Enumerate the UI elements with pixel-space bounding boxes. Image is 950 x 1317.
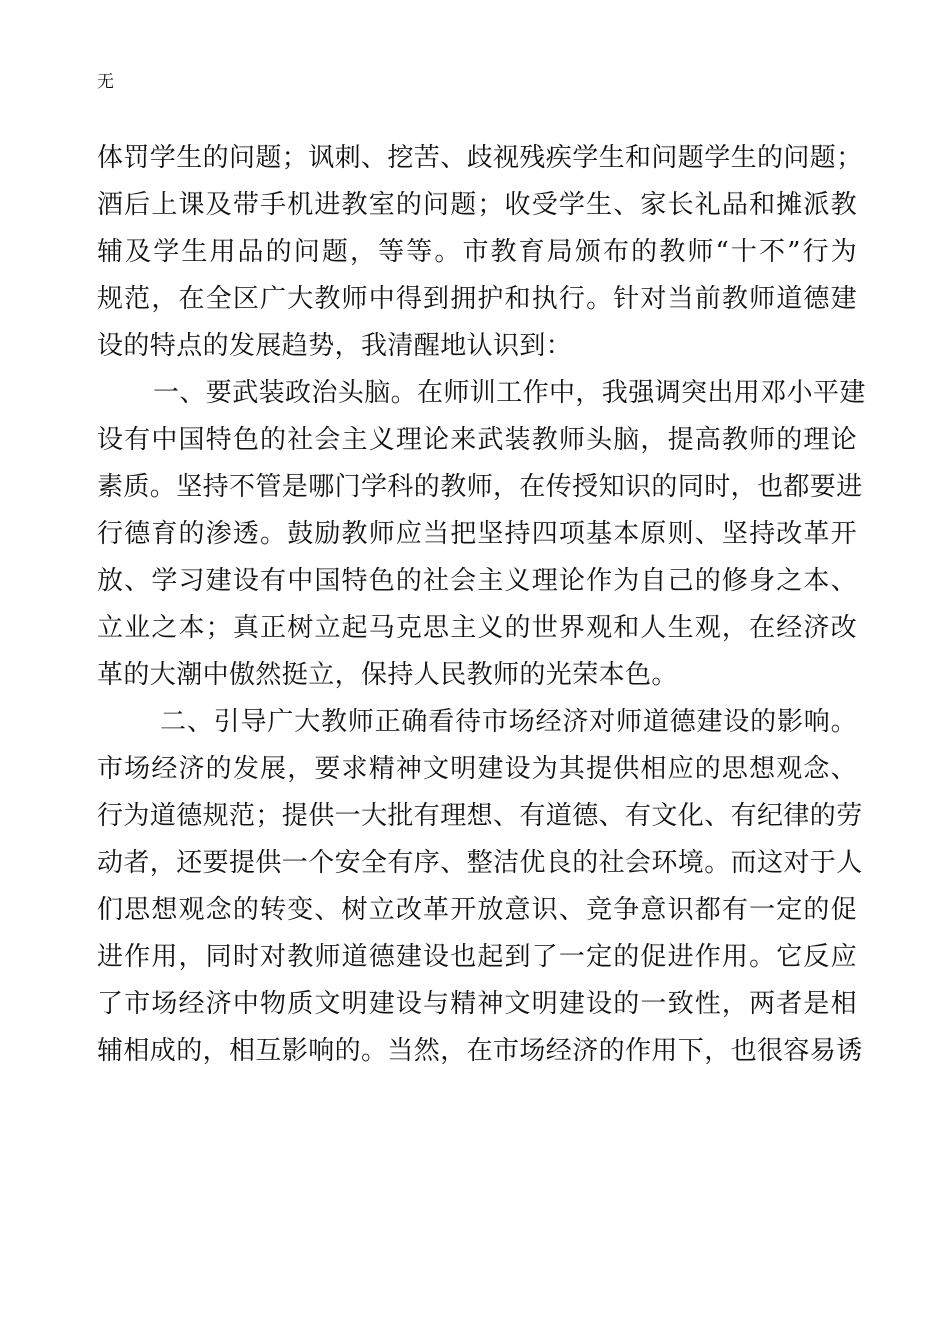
text-line: 设有中国特色的社会主义理论来武装教师头脑，提高教师的理论 [97, 425, 857, 455]
body-text [97, 135, 866, 1075]
text-line: 设的特点的发展趋势，我清醒地认识到： [97, 331, 573, 361]
text-line: 辅相成的，相互影响的。当然，在市场经济的作用下，也很容易诱 [97, 1036, 863, 1066]
text-line: 行为道德规范；提供一大批有理想、有道德、有文化、有纪律的劳 [97, 801, 863, 831]
text-line: 规范，在全区广大教师中得到拥护和执行。针对当前教师道德建 [97, 284, 857, 314]
text-line: 素质。坚持不管是哪门学科的教师，在传授知识的同时，也都要进 [97, 472, 863, 502]
paragraph-heading-1: 一、要武装政治头脑。在师训工作中，我强调突出用邓小平建 [153, 378, 866, 408]
text-line: 市场经济的发展，要求精神文明建设为其提供相应的思想观念、 [97, 754, 857, 784]
text-line: 进作用，同时对教师道德建设也起到了一定的促进作用。它反应 [97, 942, 857, 972]
text-line: 动者，还要提供一个安全有序、整洁优良的社会环境。而这对于人 [97, 848, 863, 878]
text-line: 酒后上课及带手机进教室的问题；收受学生、家长礼品和摊派教 [97, 190, 857, 220]
text-line: 了市场经济中物质文明建设与精神文明建设的一致性，两者是相 [97, 989, 857, 1019]
text-line: 辅及学生用品的问题，等等。市教育局颁布的教师“十不”行为 [97, 237, 857, 267]
paragraph-heading-2: 二、引导广大教师正确看待市场经济对师道德建设的影响。 [160, 707, 857, 737]
text-line: 行德育的渗透。鼓励教师应当把坚持四项基本原则、坚持改革开 [97, 519, 857, 549]
text-line: 们思想观念的转变、树立改革开放意识、竞争意识都有一定的促 [97, 895, 857, 925]
text-line: 体罚学生的问题；讽刺、挖苦、歧视残疾学生和问题学生的问题； [97, 143, 863, 173]
text-line: 放、学习建设有中国特色的社会主义理论作为自己的修身之本、 [97, 566, 857, 596]
text-line: 立业之本；真正树立起马克思主义的世界观和人生观，在经济改 [97, 613, 857, 643]
text-line: 革的大潮中傲然挺立，保持人民教师的光荣本色。 [97, 660, 678, 690]
page-header: 无 [97, 72, 114, 92]
